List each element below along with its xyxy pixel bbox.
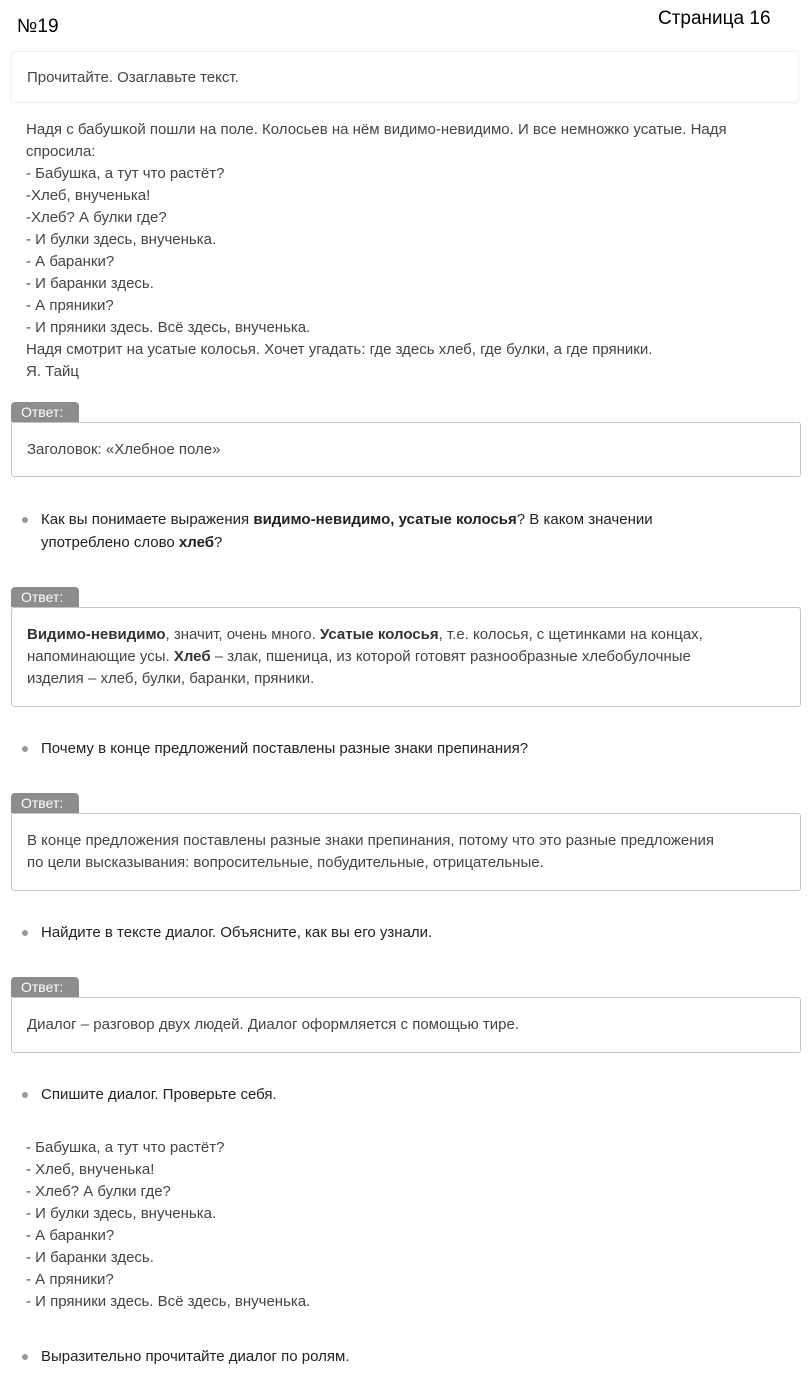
- dialog-line: - И булки здесь, внученька.: [26, 1205, 217, 1222]
- answer-label: Ответ:: [11, 402, 79, 422]
- question-text-bold: хлеб: [178, 534, 214, 551]
- question-text: Выразительно прочитайте диалог по ролям.: [41, 1348, 350, 1365]
- story-line: Надя смотрит на усатые колосья. Хочет угадать: где здесь хлеб, где булки, а где пряники.: [26, 341, 653, 358]
- story-line: - И булки здесь, внученька.: [26, 231, 217, 248]
- question-text-part: Как вы понимаете выражения: [41, 511, 254, 528]
- dialog-line: - А баранки?: [26, 1227, 115, 1244]
- question-text-part: употреблено слово: [41, 534, 179, 551]
- question-text-bold: видимо-невидимо, усатые колосья: [253, 511, 517, 528]
- question-text: Спишите диалог. Проверьте себя.: [41, 1086, 277, 1103]
- bullet-icon: [22, 517, 28, 523]
- answer-text-part: напоминающие усы.: [27, 648, 174, 665]
- question-text-part: ? В каком значении: [516, 511, 653, 528]
- story-line: -Хлеб, внученька!: [26, 187, 151, 204]
- answer-text-part: В конце предложения поставлены разные знаки препинания, потому что это разные предложения: [27, 832, 715, 849]
- answer-label: Ответ:: [11, 977, 79, 997]
- question-text-part: ?: [214, 534, 223, 551]
- answer-text-bold: Видимо-невидимо: [27, 626, 166, 643]
- dialog-copy: [26, 1137, 310, 1313]
- instruction-text: Прочитайте. Озаглавьте текст.: [27, 69, 239, 86]
- task-number: №19: [17, 16, 59, 37]
- story-author: Я. Тайц: [26, 363, 79, 380]
- answer-label: Ответ:: [11, 793, 79, 813]
- bullet-icon: [22, 930, 28, 936]
- dialog-line: - Бабушка, а тут что растёт?: [26, 1139, 225, 1156]
- answer-label: Ответ:: [11, 587, 79, 607]
- answer-text: Заголовок: «Хлебное поле»: [27, 441, 221, 458]
- dialog-line: - И пряники здесь. Всё здесь, внученька.: [26, 1293, 311, 1310]
- dialog-line: - Хлеб? А булки где?: [26, 1183, 171, 1200]
- question-text: Найдите в тексте диалог. Объясните, как вы его узнали.: [41, 924, 433, 941]
- answer-text-part: , значит, очень много.: [165, 626, 320, 643]
- bullet-icon: [22, 746, 28, 752]
- story-line: - И баранки здесь.: [26, 275, 154, 292]
- story-line: - И пряники здесь. Всё здесь, внученька.: [26, 319, 311, 336]
- story-text: [26, 119, 727, 383]
- dialog-line: - Хлеб, внученька!: [26, 1161, 155, 1178]
- answer-text-bold: Усатые колосья: [319, 626, 439, 643]
- story-line: - Бабушка, а тут что растёт?: [26, 165, 225, 182]
- story-line: - А пряники?: [26, 297, 114, 314]
- answer-text: [27, 624, 787, 690]
- dialog-line: - А пряники?: [26, 1271, 114, 1288]
- page-label: Страница 16: [658, 8, 771, 29]
- answer-text: [27, 830, 787, 874]
- answer-text-bold: Хлеб: [173, 648, 211, 665]
- bullet-icon: [22, 1092, 28, 1098]
- answer-text: Диалог – разговор двух людей. Диалог оформляется с помощью тире.: [27, 1016, 519, 1033]
- answer-text-part: – злак, пшеница, из которой готовят разнообразные хлебобулочные: [210, 648, 691, 665]
- story-line: - А баранки?: [26, 253, 115, 270]
- story-line: Надя с бабушкой пошли на поле. Колосьев на нём видимо-невидимо. И все немножко усатые. Надя: [26, 121, 727, 138]
- bullet-icon: [22, 1354, 28, 1360]
- instruction-box: [11, 51, 799, 103]
- story-line: -Хлеб? А булки где?: [26, 209, 167, 226]
- question-text: Почему в конце предложений поставлены разные знаки препинания?: [41, 740, 529, 757]
- answer-text-part: , т.е. колосья, с щетинками на концах,: [438, 626, 703, 643]
- answer-box-meanings: [11, 607, 801, 707]
- question-text: [41, 508, 741, 554]
- answer-box-punctuation: [11, 813, 801, 891]
- dialog-line: - И баранки здесь.: [26, 1249, 154, 1266]
- story-line: спросила:: [26, 143, 96, 160]
- answer-box-title: [11, 422, 801, 477]
- answer-box-dialog: [11, 997, 801, 1053]
- answer-text-part: по цели высказывания: вопросительные, побудительные, отрицательные.: [27, 854, 544, 871]
- answer-text-part: изделия – хлеб, булки, баранки, пряники.: [27, 670, 315, 687]
